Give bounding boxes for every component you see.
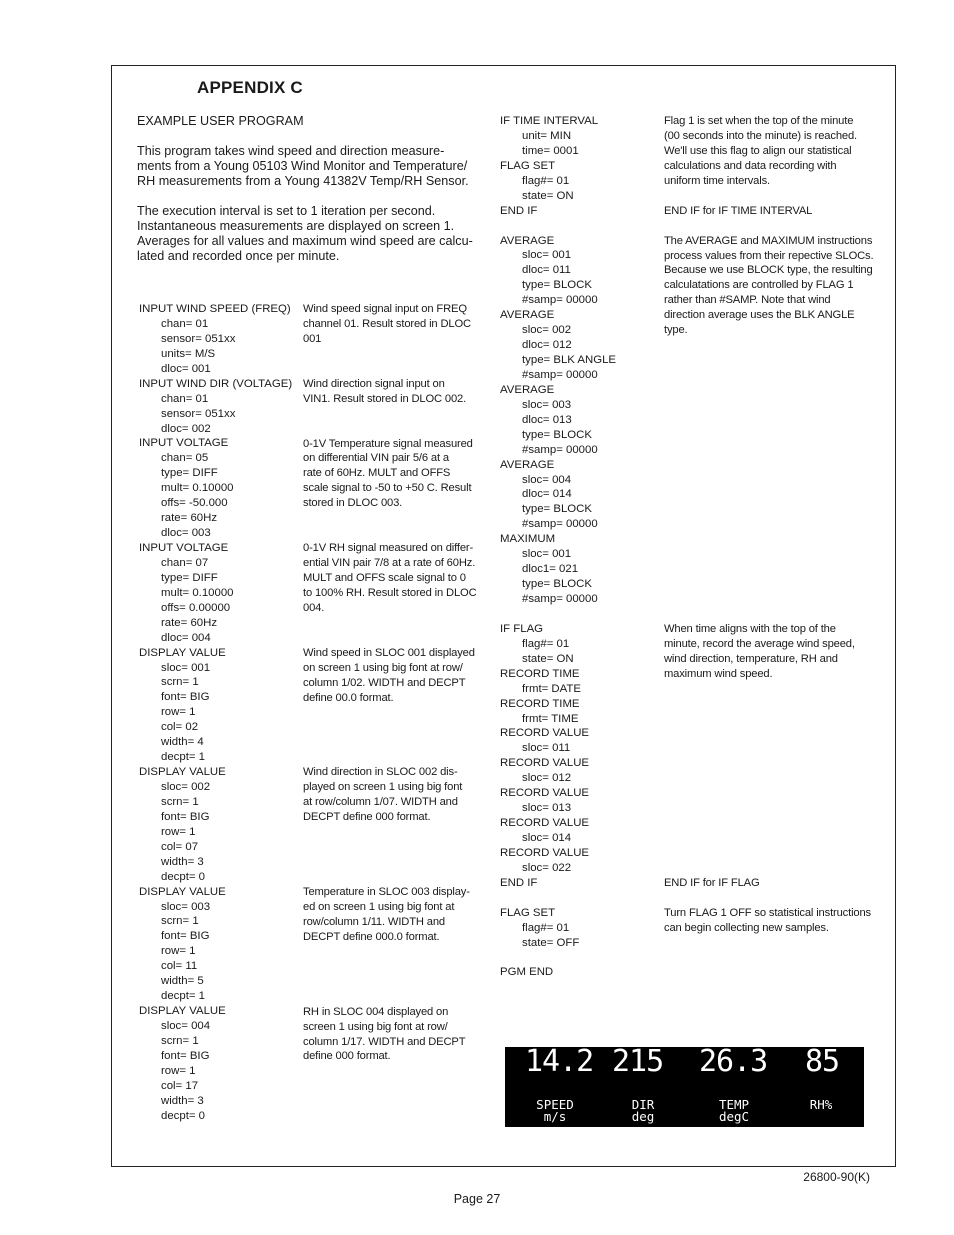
lcd-temp-label-bottom: degC [718, 1109, 750, 1124]
lcd-rh-label-top: RH% [809, 1097, 833, 1112]
program-note [303, 437, 473, 512]
program-parameter: units= M/S [161, 347, 216, 360]
note-line: on differential VIN pair 5/6 at a [303, 452, 449, 465]
intro-heading: EXAMPLE USER PROGRAM [137, 114, 304, 128]
program-instruction: PGM END [500, 966, 554, 979]
note-line: played on screen 1 using big font [303, 781, 463, 794]
program-instruction: RECORD TIME [500, 697, 580, 710]
note-line: to 100% RH. Result stored in DLOC [303, 587, 477, 599]
note-line: Temperature in SLOC 003 display- [303, 886, 470, 899]
lcd-speed-label [527, 1099, 583, 1123]
program-parameter: sloc= 002 [522, 324, 572, 337]
note-line: Wind speed signal input on FREQ [303, 303, 467, 315]
note-line: calculations and data recording with [664, 159, 837, 172]
program-parameter: mult= 0.10000 [161, 586, 234, 599]
intro-paragraph-1: This program takes wind speed and direction measure-ments from a Young 05103 Wind Monitor and Temperature/ RH measurements from a Young 41382V Temp/RH Sensor. [137, 144, 469, 188]
program-instruction: AVERAGE [500, 234, 555, 247]
program-instruction: INPUT VOLTAGE [139, 542, 229, 554]
note-line: define 000 format. [303, 1050, 391, 1063]
lcd-dir-label [615, 1099, 671, 1123]
program-note [303, 541, 477, 616]
note-line: can begin collecting new samples. [664, 922, 829, 935]
note-line: maximum wind speed. [664, 668, 773, 681]
program-parameter: chan= 07 [161, 556, 209, 569]
program-note [303, 302, 471, 347]
program-parameter: scrn= 1 [161, 795, 199, 808]
program-note [664, 114, 857, 189]
program-parameter: col= 02 [161, 721, 199, 734]
program-instruction [500, 891, 616, 906]
note-line: scale signal to -50 to +50 C. Result [303, 482, 472, 495]
appendix-title: APPENDIX C [197, 78, 303, 97]
program-parameter: width= 3 [161, 855, 204, 868]
program-parameter: sloc= 013 [522, 802, 572, 815]
lcd-speed-label-bottom: m/s [543, 1109, 567, 1124]
program-instruction: DISPLAY VALUE [139, 646, 226, 659]
program-note [664, 204, 812, 219]
note-line: ential VIN pair 7/8 at a rate of 60Hz. [303, 557, 476, 570]
note-line: channel 01. Result stored in DLOC [303, 317, 471, 330]
program-note [303, 646, 475, 706]
program-parameter: sloc= 011 [522, 742, 571, 755]
program-parameter: type= BLOCK [522, 279, 592, 292]
program-parameter: state= OFF [522, 936, 580, 949]
program-instruction: DISPLAY VALUE [139, 885, 226, 898]
program-instruction: RECORD VALUE [500, 846, 590, 859]
program-parameter: flag#= 01 [522, 174, 570, 187]
program-note [303, 885, 470, 945]
program-instruction: RECORD TIME [500, 667, 580, 680]
note-line: 0-1V Temperature signal measured [303, 437, 473, 450]
program-parameter: rate= 60Hz [161, 512, 218, 525]
program-parameter: chan= 05 [161, 452, 209, 465]
note-line: DECPT define 000.0 format. [303, 930, 440, 943]
program-parameter: decpt= 0 [161, 1109, 206, 1122]
lcd-dir-label-top: DIR [631, 1097, 655, 1112]
program-instruction: AVERAGE [500, 458, 555, 471]
program-note [303, 765, 462, 825]
program-parameter: unit= MIN [522, 129, 572, 142]
program-parameter: #samp= 00000 [522, 443, 598, 456]
program-parameter: font= BIG [161, 1049, 210, 1062]
program-parameter: dloc= 011 [522, 264, 571, 277]
note-line: wind direction, temperature, RH and [664, 653, 838, 666]
lcd-temp-label [706, 1099, 762, 1123]
program-parameter: dloc= 014 [522, 488, 572, 501]
program-parameter: time= 0001 [522, 144, 579, 157]
program-instruction: FLAG SET [500, 906, 556, 919]
program-parameter: type= BLOCK [522, 428, 592, 441]
note-line: calculatations are controlled by FLAG 1 [664, 279, 854, 292]
note-line: minute, record the average wind speed, [664, 638, 855, 651]
program-instruction: DISPLAY VALUE [139, 766, 226, 779]
program-parameter: dloc= 012 [522, 339, 572, 352]
program-instruction: INPUT WIND DIR (VOLTAGE) [139, 377, 293, 390]
note-line: We'll use this flag to align our statistical [664, 144, 852, 157]
note-line: VIN1. Result stored in DLOC 002. [303, 392, 467, 405]
note-line: screen 1 using big font at row/ [303, 1020, 448, 1033]
program-parameter: decpt= 1 [161, 990, 206, 1003]
program-parameter: row= 1 [161, 1064, 196, 1077]
program-parameter: sloc= 002 [161, 781, 211, 793]
program-parameter: flag#= 01 [522, 921, 570, 934]
program-instruction: INPUT VOLTAGE [139, 437, 229, 450]
program-note [664, 234, 873, 339]
program-parameter: scrn= 1 [161, 915, 199, 928]
lcd-temp-value: 26.3 [699, 1044, 768, 1079]
note-line: process values from their repective SLOCs. [664, 249, 874, 262]
note-line: rather than #SAMP. Note that wind [664, 294, 831, 307]
program-parameter: width= 4 [161, 736, 204, 749]
note-line: rate of 60Hz. MULT and OFFS [303, 467, 451, 480]
program-parameter: dloc= 004 [161, 631, 211, 644]
lcd-dir-label-bottom: deg [631, 1109, 655, 1124]
program-note [303, 377, 466, 407]
program-parameter: sensor= 051xx [161, 407, 236, 420]
program-parameter: decpt= 1 [161, 751, 206, 764]
note-line: row/column 1/11. WIDTH and [303, 915, 446, 928]
program-parameter: dloc= 013 [522, 413, 572, 426]
program-parameter: row= 1 [161, 825, 196, 838]
program-parameter: type= BLOCK [522, 503, 592, 516]
program-parameter: sloc= 003 [161, 900, 211, 913]
program-parameter: state= ON [522, 189, 574, 202]
program-instruction [500, 951, 616, 966]
note-line: The AVERAGE and MAXIMUM instructions [664, 234, 873, 247]
note-line: Because we use BLOCK type, the resulting [664, 264, 873, 277]
note-line: Wind direction in SLOC 002 dis- [303, 766, 458, 779]
note-line: at row/column 1/07. WIDTH and [303, 796, 458, 809]
program-parameter: width= 3 [161, 1094, 204, 1107]
note-line: column 1/02. WIDTH and DECPT [303, 676, 466, 689]
program-instruction: FLAG SET [500, 159, 556, 172]
program-parameter: col= 11 [161, 960, 198, 973]
program-parameter: chan= 01 [161, 317, 209, 330]
note-line: type. [664, 324, 688, 337]
program-parameter: sloc= 004 [522, 473, 572, 486]
program-parameter: font= BIG [161, 930, 210, 943]
note-line: uniform time intervals. [664, 174, 770, 187]
program-instruction: MAXIMUM [500, 533, 556, 546]
program-instruction: DISPLAY VALUE [139, 1005, 226, 1018]
program-parameter: mult= 0.10000 [161, 482, 234, 495]
note-line: 001 [303, 332, 322, 345]
note-line: DECPT define 000 format. [303, 811, 431, 824]
program-parameter: flag#= 01 [522, 637, 570, 650]
lcd-rh-value: 85 [805, 1044, 840, 1079]
program-parameter: dloc1= 021 [522, 563, 579, 576]
program-parameter: sloc= 012 [522, 772, 572, 785]
program-parameter: type= DIFF [161, 467, 218, 480]
program-parameter: frmt= TIME [522, 712, 579, 725]
program-parameter: sloc= 003 [522, 398, 572, 411]
program-parameter: row= 1 [161, 706, 196, 719]
note-line: MULT and OFFS scale signal to 0 [303, 572, 466, 585]
program-parameter: sloc= 004 [161, 1020, 211, 1032]
program-parameter: type= BLK ANGLE [522, 354, 617, 366]
program-parameter: font= BIG [161, 691, 210, 704]
note-line: direction average uses the BLK ANGLE [664, 309, 855, 322]
program-note [664, 906, 871, 936]
program-parameter: #samp= 00000 [522, 593, 598, 605]
program-parameter: width= 5 [161, 975, 204, 988]
lcd-temp-label-top: TEMP [718, 1097, 750, 1112]
program-instruction: RECORD VALUE [500, 757, 590, 770]
program-parameter: font= BIG [161, 810, 210, 823]
program-instruction: RECORD VALUE [500, 787, 590, 800]
program-instruction: RECORD VALUE [500, 817, 590, 830]
program-note [664, 622, 855, 682]
note-line: Turn FLAG 1 OFF so statistical instructions [664, 907, 872, 920]
program-parameter: sloc= 022 [522, 861, 572, 874]
left-program-listing [139, 302, 292, 1124]
note-line: Wind direction signal input on [303, 377, 445, 390]
program-parameter: sloc= 014 [522, 832, 572, 844]
note-line: column 1/17. WIDTH and DECPT [303, 1035, 466, 1048]
note-line: Flag 1 is set when the top of the minute [664, 115, 854, 127]
program-parameter: sloc= 001 [161, 661, 211, 674]
right-program-listing [500, 114, 616, 980]
note-line: RH in SLOC 004 displayed on [303, 1005, 449, 1018]
program-parameter: rate= 60Hz [161, 616, 218, 629]
program-instruction [500, 607, 616, 622]
note-line: END IF for IF FLAG [664, 877, 760, 890]
lcd-dir-value: 215 [612, 1044, 664, 1079]
program-instruction: IF TIME INTERVAL [500, 115, 599, 127]
program-parameter: #samp= 00000 [522, 294, 598, 307]
program-parameter: #samp= 00000 [522, 368, 598, 381]
program-instruction [500, 219, 616, 234]
program-parameter: chan= 01 [161, 392, 209, 405]
lcd-rh-label [793, 1099, 849, 1111]
lcd-speed-value: 14.2 [525, 1044, 594, 1079]
program-instruction: IF FLAG [500, 622, 544, 635]
intro-text [137, 114, 477, 279]
program-parameter: state= ON [522, 652, 574, 665]
program-parameter: scrn= 1 [161, 1034, 199, 1047]
note-line: 004. [303, 601, 325, 614]
program-parameter: type= BLOCK [522, 578, 592, 591]
note-line: Wind speed in SLOC 001 displayed [303, 646, 475, 659]
program-parameter: col= 07 [161, 840, 199, 853]
program-parameter: frmt= DATE [522, 682, 581, 695]
note-line: ed on screen 1 using big font at [303, 900, 455, 913]
program-parameter: sloc= 001 [522, 249, 572, 262]
program-parameter: decpt= 0 [161, 870, 206, 883]
program-parameter: offs= 0.00000 [161, 601, 231, 614]
program-instruction: AVERAGE [500, 309, 555, 322]
program-instruction: INPUT WIND SPEED (FREQ) [139, 303, 291, 315]
program-note [664, 876, 760, 891]
document-number: 26800-90(K) [803, 1170, 870, 1184]
note-line: When time aligns with the top of the [664, 623, 836, 636]
lcd-speed-label-top: SPEED [536, 1097, 574, 1112]
program-parameter: offs= -50.000 [161, 497, 228, 510]
program-parameter: #samp= 00000 [522, 518, 598, 531]
program-instruction: AVERAGE [500, 383, 555, 396]
program-instruction: END IF [500, 204, 538, 217]
page-number: Page 27 [453, 1192, 501, 1206]
program-parameter: row= 1 [161, 945, 196, 958]
program-parameter: dloc= 002 [161, 422, 211, 435]
note-line: on screen 1 using big font at row/ [303, 661, 463, 674]
program-parameter: type= DIFF [161, 571, 218, 584]
note-line: 0-1V RH signal measured on differ- [303, 542, 474, 555]
program-parameter: sloc= 001 [522, 548, 572, 561]
note-line: (00 seconds into the minute) is reached. [664, 129, 857, 142]
note-line: END IF for IF TIME INTERVAL [664, 204, 813, 217]
note-line: stored in DLOC 003. [303, 497, 403, 510]
program-instruction: RECORD VALUE [500, 727, 590, 740]
program-parameter: col= 17 [161, 1079, 199, 1092]
program-note [303, 1005, 465, 1065]
program-parameter: dloc= 003 [161, 527, 211, 540]
program-parameter: scrn= 1 [161, 676, 199, 689]
note-line: define 00.0 format. [303, 691, 394, 704]
program-parameter: dloc= 001 [161, 362, 211, 375]
lcd-display-screen [505, 1044, 864, 1127]
program-parameter: sensor= 051xx [161, 332, 236, 345]
program-instruction: END IF [500, 876, 538, 889]
intro-paragraph-2: The execution interval is set to 1 iteration per second. Instantaneous measurements are displayed on screen 1. Averages for all values and maximum wind speed are calcu-lated and recorded once per minute. [137, 204, 473, 263]
